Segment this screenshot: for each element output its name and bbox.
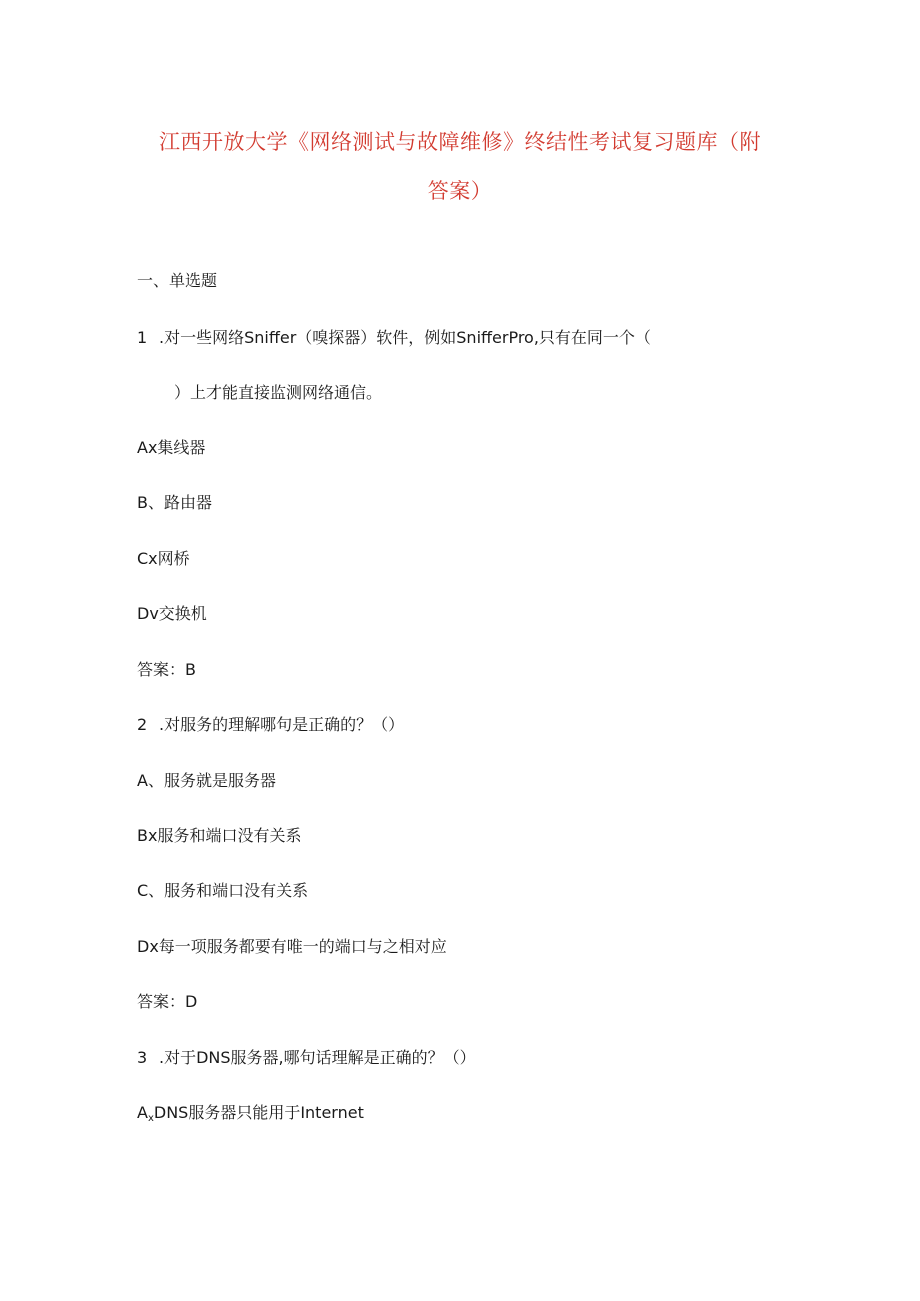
option-letter: A	[137, 1103, 148, 1122]
question-2-option-a: A、服务就是服务器	[137, 771, 276, 790]
option-text: DNS服务器只能用于Internet	[153, 1103, 364, 1122]
question-1-stem-continued: ）上才能直接监测网络通信。	[174, 383, 383, 402]
question-text: .对一些网络Sniffer（嗅探器）软件，例如SnifferPro,只有在同一个（	[159, 328, 651, 347]
question-2-answer: 答案：D	[137, 992, 198, 1011]
question-text: .对于DNS服务器,哪句话理解是正确的？（）	[159, 1048, 476, 1067]
question-2-stem	[137, 717, 404, 733]
question-text: .对服务的理解哪句是正确的？（）	[159, 715, 405, 734]
question-2-option-d: Dx每一项服务都要有唯一的端口与之相对应	[137, 937, 447, 956]
question-1-stem	[137, 330, 651, 346]
question-1-answer: 答案：B	[137, 660, 196, 679]
question-2-option-c: C、服务和端口没有关系	[137, 881, 309, 900]
question-3-option-a	[137, 1105, 364, 1124]
option-letter-subscript: x	[147, 1113, 154, 1124]
question-1-option-d: Dv交换机	[137, 604, 207, 623]
question-1-option-b: B、路由器	[137, 493, 212, 512]
question-1-option-c: Cx网桥	[137, 549, 190, 568]
question-number: 2	[137, 715, 148, 734]
question-number: 3	[137, 1048, 148, 1067]
question-1-option-a: Ax集线器	[137, 438, 206, 457]
document-title-line2: 答案）	[427, 179, 493, 203]
question-2-option-b: Bx服务和端口没有关系	[137, 826, 302, 845]
question-number: 1	[137, 328, 148, 347]
document-title-line1: 江西开放大学《网络测试与故障维修》终结性考试复习题库（附	[159, 130, 761, 154]
question-3-stem	[137, 1050, 476, 1066]
section-heading: 一、单选题	[137, 271, 218, 290]
